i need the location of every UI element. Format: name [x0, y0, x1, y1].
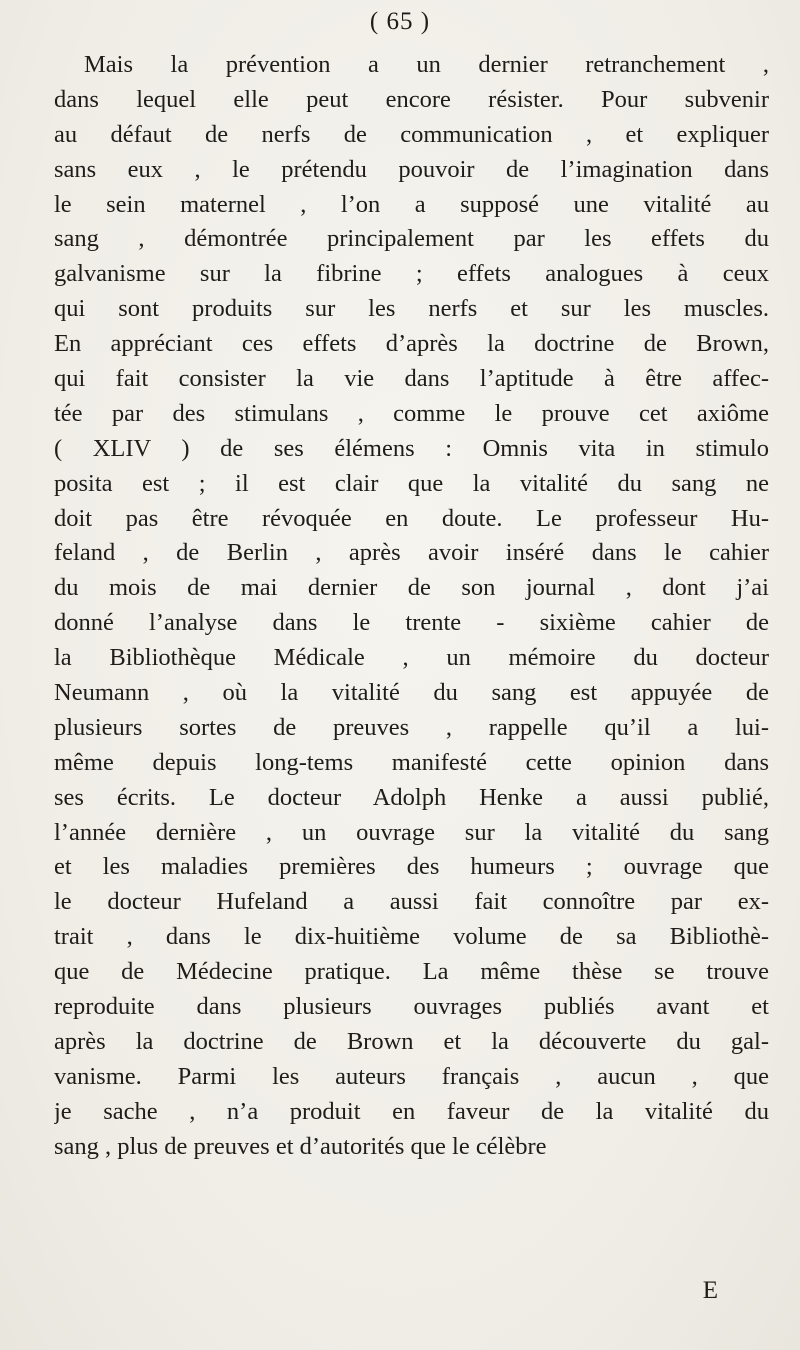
text-line: galvanisme sur la fibrine ; effets analogues à ceux [54, 260, 769, 288]
text-line: du mois de mai dernier de son journal , dont j’ai [54, 574, 769, 602]
text-line: qui sont produits sur les nerfs et sur les muscles. [54, 295, 769, 323]
text-line: je sache , n’a produit en faveur de la vitalité du [54, 1097, 769, 1125]
text-line: En appréciant ces effets d’après la doctrine de Brown, [54, 330, 769, 358]
text-line: même depuis long-tems manifesté cette opinion dans [54, 748, 769, 776]
text-line: donné l’analyse dans le trente - sixième cahier de [54, 609, 769, 637]
text-line: trait , dans le dix-huitième volume de sa Bibliothè- [54, 923, 769, 951]
text-line: doit pas être révoquée en doute. Le professeur Hu- [54, 504, 769, 532]
text-line: ( XLIV ) de ses élémens : Omnis vita in stimulo [54, 434, 769, 462]
text-line: dans lequel elle peut encore résister. Pour subvenir [54, 85, 769, 113]
text-line: reproduite dans plusieurs ouvrages publiés avant et [54, 993, 769, 1021]
text-line: sang , plus de preuves et d’autorités que le célèbre [54, 1132, 547, 1160]
text-line: sang , démontrée principalement par les effets du [54, 225, 769, 253]
text-line: Mais la prévention a un dernier retranchement , [84, 51, 769, 78]
text-line: le docteur Hufeland a aussi fait connoître par ex- [54, 888, 769, 916]
text-line: l’année dernière , un ouvrage sur la vitalité du sang [54, 818, 769, 846]
text-line: vanisme. Parmi les auteurs français , aucun , que [54, 1062, 769, 1090]
text-line: feland , de Berlin , après avoir inséré dans le cahier [54, 539, 769, 567]
text-line: et les maladies premières des humeurs ; ouvrage que [54, 853, 769, 881]
text-line: la Bibliothèque Médicale , un mémoire du docteur [54, 644, 769, 672]
text-line: plusieurs sortes de preuves , rappelle qu’il a lui- [54, 713, 769, 741]
text-line: posita est ; il est clair que la vitalité du sang ne [54, 469, 769, 497]
text-line: Neumann , où la vitalité du sang est appuyée de [54, 679, 769, 707]
text-line: sans eux , le prétendu pouvoir de l’imagination dans [54, 155, 769, 183]
catchword: E [702, 1277, 718, 1304]
page-number: ( 65 ) [369, 8, 431, 35]
body-text [54, 48, 769, 1165]
text-line: après la doctrine de Brown et la découverte du gal- [54, 1027, 769, 1055]
text-line: au défaut de nerfs de communication , et expliquer [54, 120, 769, 148]
text-line: le sein maternel , l’on a supposé une vitalité au [54, 190, 769, 218]
text-line: que de Médecine pratique. La même thèse se trouve [54, 958, 769, 986]
text-line: ses écrits. Le docteur Adolph Henke a aussi publié, [54, 783, 769, 811]
text-line: tée par des stimulans , comme le prouve cet axiôme [54, 399, 769, 427]
text-line: qui fait consister la vie dans l’aptitude à être affec- [54, 365, 769, 393]
